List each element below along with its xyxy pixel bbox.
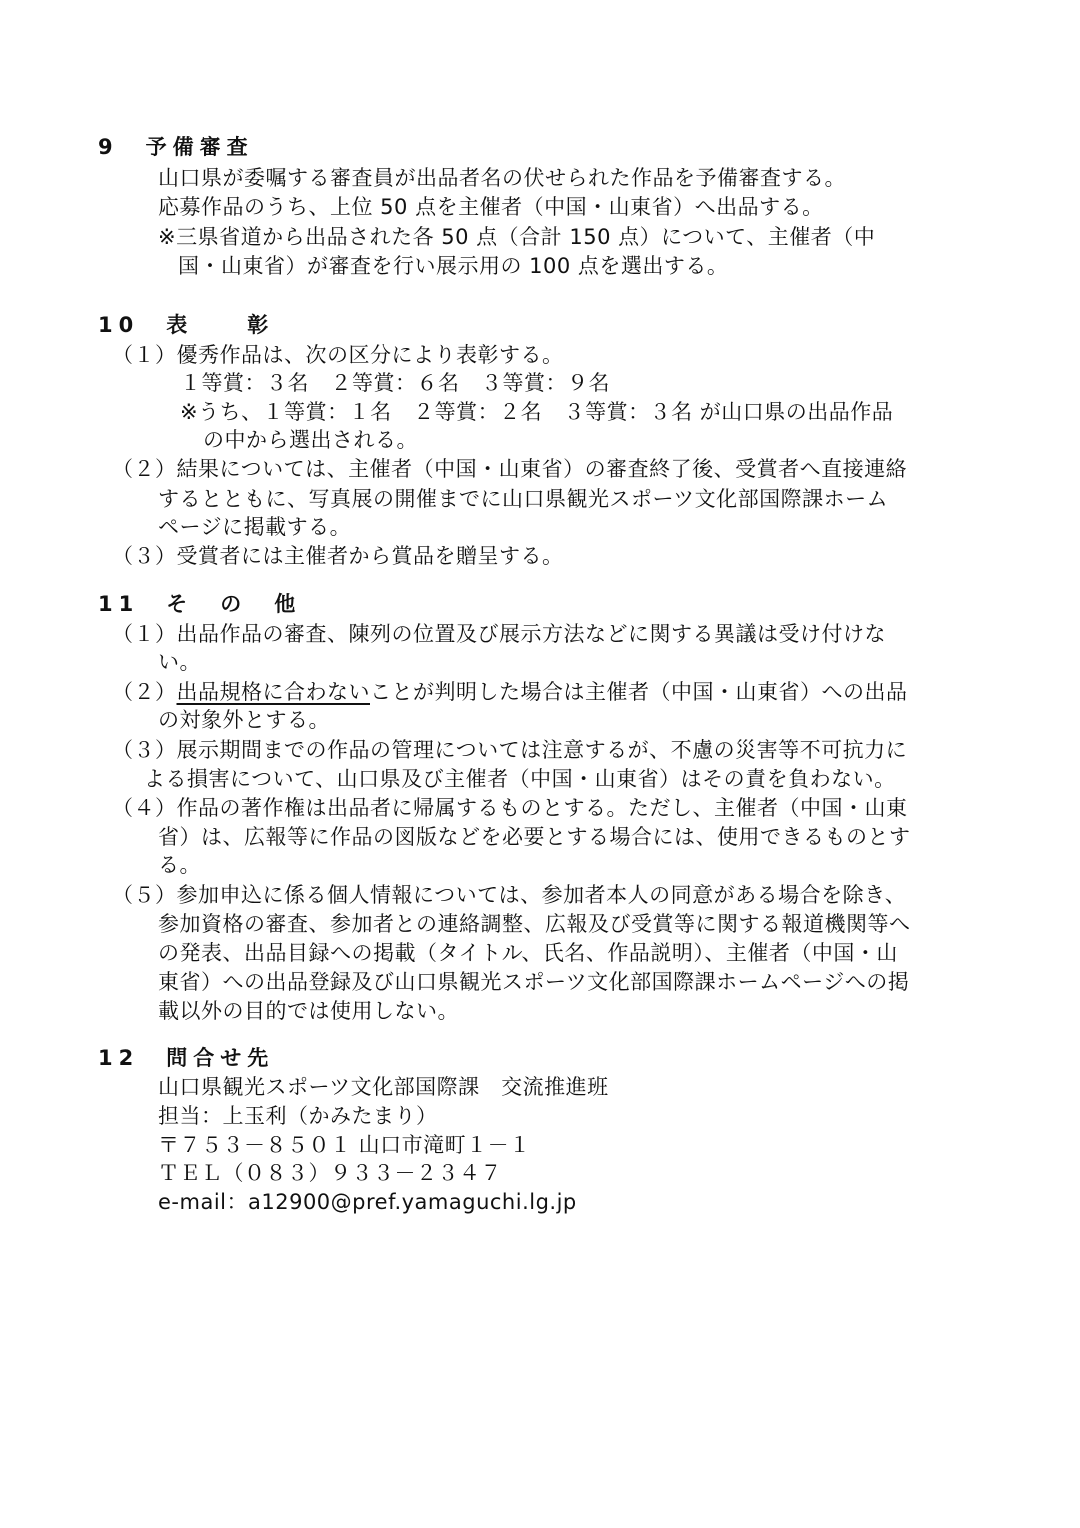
section-11-item: 参加資格の審査、参加者との連絡調整、広報及び受賞等に関する報道機関等へ [158, 912, 911, 936]
section-10-item: １等賞：３名 ２等賞：６名 ３等賞：９名 [180, 371, 610, 395]
section-11-item: の発表、出品目録への掲載（タイトル、氏名、作品説明）、主催者（中国・山 [158, 941, 898, 965]
section-11-item: 載以外の目的では使用しない。 [158, 999, 459, 1023]
section-9-heading: 9 予備審査 [98, 135, 254, 159]
section-11-item: 省）は、広報等に作品の図版などを必要とする場合には、使用できるものとす [158, 825, 911, 849]
item-number: （２） [112, 680, 177, 704]
section-11-item: （４）作品の著作権は出品者に帰属するものとする。ただし、主催者（中国・山東 [112, 796, 908, 820]
section-12-heading: 12 問合せ先 [98, 1046, 275, 1070]
contact-department: 山口県観光スポーツ文化部国際課 交流推進班 [158, 1075, 609, 1099]
contact-phone: ＴＥＬ（０８３）９３３－２３４７ [158, 1161, 502, 1185]
section-11-heading: 11 そ の 他 [98, 592, 302, 616]
section-9-line: 山口県が委嘱する審査員が出品者名の伏せられた作品を予備審査する。 [158, 166, 846, 190]
section-11-item: （５）参加申込に係る個人情報については、参加者本人の同意がある場合を除き、 [112, 883, 907, 907]
section-11-item: る。 [158, 853, 201, 877]
section-9-line: 応募作品のうち、上位 50 点を主催者（中国・山東省）へ出品する。 [158, 195, 824, 219]
section-11-item [112, 677, 908, 707]
section-10-item: ページに掲載する。 [158, 515, 352, 539]
section-10-item: （２）結果については、主催者（中国・山東省）の審査終了後、受賞者へ直接連絡 [112, 457, 908, 481]
section-9-line: ※三県省道から出品された各 50 点（合計 150 点）について、主催者（中 [158, 225, 876, 249]
item-text: ことが判明した場合は主催者（中国・山東省）への出品 [370, 680, 908, 704]
section-11-item: い。 [158, 650, 201, 674]
section-11-item: よる損害について、山口県及び主催者（中国・山東省）はその責を負わない。 [144, 767, 896, 791]
section-10-item: の中から選出される。 [203, 428, 418, 452]
section-10-item: （１）優秀作品は、次の区分により表彰する。 [112, 343, 564, 367]
contact-address: 〒７５３－８５０１ 山口市滝町１－１ [158, 1133, 531, 1157]
underlined-phrase: 出品規格に合わない [176, 680, 370, 704]
section-10-item: するとともに、写真展の開催までに山口県観光スポーツ文化部国際課ホーム [158, 487, 889, 511]
contact-person: 担当：上玉利（かみたまり） [158, 1104, 438, 1128]
section-11-item: （１）出品作品の審査、陳列の位置及び展示方法などに関する異議は受け付けな [112, 622, 886, 646]
contact-email: e-mail：a12900@pref.yamaguchi.lg.jp [158, 1190, 577, 1214]
section-10-item: （３）受賞者には主催者から賞品を贈呈する。 [112, 544, 564, 568]
section-11-item: の対象外とする。 [158, 708, 330, 732]
section-10-heading: 10 表 彰 [98, 313, 275, 337]
section-11-item: （３）展示期間までの作品の管理については注意するが、不慮の災害等不可抗力に [112, 738, 908, 762]
section-9-line: 国・山東省）が審査を行い展示用の 100 点を選出する。 [178, 254, 729, 278]
section-11-item: 東省）への出品登録及び山口県観光スポーツ文化部国際課ホームページへの掲 [158, 970, 910, 994]
section-10-item: ※うち、１等賞：１名 ２等賞：２名 ３等賞：３名 が山口県の出品作品 [180, 400, 894, 424]
